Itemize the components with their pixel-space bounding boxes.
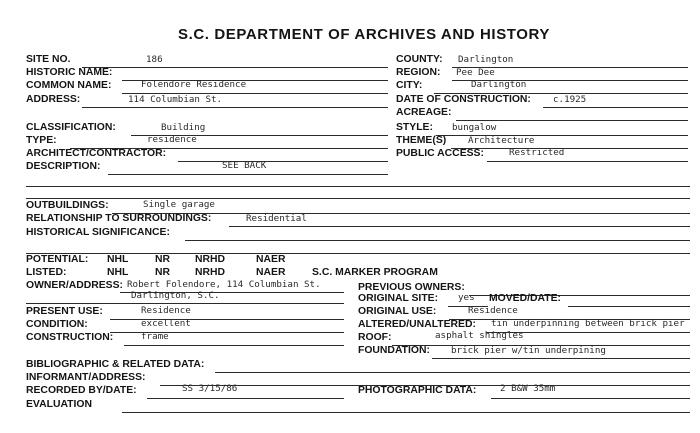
outbuildings-label: OUTBUILDINGS: [26, 200, 109, 211]
recorded-by-value: SS 3/15/86 [182, 383, 238, 394]
form-title: S.C. DEPARTMENT OF ARCHIVES AND HISTORY [178, 26, 551, 43]
sc-marker-program: S.C. MARKER PROGRAM [312, 267, 438, 278]
listed-naer: NAER [256, 267, 286, 278]
public-access-label: PUBLIC ACCESS: [396, 148, 484, 159]
photographic-data-line [491, 398, 690, 399]
recorded-by-label: RECORDED BY/DATE: [26, 385, 137, 396]
construction-value: frame [141, 331, 169, 342]
photographic-data-value: 2 B&W 35mm [500, 383, 556, 394]
foundation-line [432, 358, 690, 359]
classification-value: Building [161, 122, 206, 133]
original-use-value: Residence [468, 305, 518, 316]
address-label: ADDRESS: [26, 94, 81, 105]
foundation-value: brick pier w/tin underpining [451, 345, 606, 356]
county-label: COUNTY: [396, 54, 443, 65]
construction-line [124, 345, 344, 346]
previous-owners-label: PREVIOUS OWNERS: [358, 282, 465, 293]
site-no-label: SITE NO. [26, 54, 71, 65]
photographic-data-label: PHOTOGRAPHIC DATA: [358, 385, 477, 396]
moved-date-line [568, 306, 690, 307]
city-value: Darlington [471, 79, 527, 90]
outbuildings-value: Single garage [143, 199, 215, 210]
historical-significance-line [185, 240, 690, 241]
type-value: residence [147, 134, 197, 145]
roof-value: asphalt shingles [435, 330, 524, 341]
foundation-label: FOUNDATION: [358, 345, 430, 356]
date-of-construction-line [543, 107, 688, 108]
present-use-label: PRESENT USE: [26, 306, 103, 317]
bibliographic-line [215, 372, 690, 373]
altered-label: ALTERED/UNALTERED: [358, 319, 476, 330]
relationship-value: Residential [246, 213, 307, 224]
common-name-value: Folendore Residence [141, 79, 247, 90]
owner-address-label: OWNER/ADDRESS: [26, 280, 123, 291]
listed-nhl: NHL [107, 267, 129, 278]
present-use-value: Residence [141, 305, 191, 316]
potential-nr: NR [155, 254, 171, 265]
potential-nhl: NHL [107, 254, 129, 265]
condition-label: CONDITION: [26, 319, 88, 330]
evaluation-label: EVALUATION [26, 399, 92, 410]
common-name-label: COMMON NAME: [26, 80, 112, 91]
description-line [108, 174, 388, 175]
public-access-value: Restricted [509, 147, 565, 158]
potential-naer: NAER [256, 254, 286, 265]
informant-label: INFORMANT/ADDRESS: [26, 372, 146, 383]
recorded-by-line [147, 398, 344, 399]
city-label: CITY: [396, 80, 423, 91]
listed-nrhd: NRHD [195, 267, 226, 278]
historic-name-label: HISTORIC NAME: [26, 67, 113, 78]
acreage-label: ACREAGE: [396, 107, 452, 118]
relationship-label: RELATIONSHIP TO SURROUNDINGS: [26, 213, 212, 224]
original-site-label: ORIGINAL SITE: [358, 293, 439, 304]
evaluation-line [122, 412, 690, 413]
address-line [82, 107, 388, 108]
acreage-line [456, 120, 688, 121]
type-label: TYPE: [26, 135, 57, 146]
address-value: 114 Columbian St. [128, 94, 223, 105]
region-label: REGION: [396, 67, 441, 78]
architect-label: ARCHITECT/CONTRACTOR: [26, 148, 167, 159]
classification-label: CLASSIFICATION: [26, 122, 116, 133]
description-continuation-line [26, 186, 690, 187]
style-label: STYLE: [396, 122, 433, 133]
description-label: DESCRIPTION: [26, 161, 101, 172]
listed-label: LISTED: [26, 267, 67, 278]
site-no-value: 186 [146, 54, 163, 65]
region-value: Pee Dee [456, 67, 495, 78]
relationship-line [229, 226, 690, 227]
architect-line [178, 161, 388, 162]
moved-date-label: MOVED/DATE: [489, 293, 561, 304]
date-of-construction-label: DATE OF CONSTRUCTION: [396, 94, 531, 105]
description-value: SEE BACK [222, 160, 267, 171]
county-value: Darlington [458, 54, 514, 65]
site-no-line [82, 67, 388, 68]
public-access-line [487, 161, 688, 162]
potential-label: POTENTIAL: [26, 254, 89, 265]
construction-label: CONSTRUCTION: [26, 332, 114, 343]
roof-label: ROOF: [358, 332, 392, 343]
owner-address-value-line2: Darlington, S.C. [131, 290, 220, 301]
historical-significance-label: HISTORICAL SIGNIFICANCE: [26, 227, 170, 238]
listed-nr: NR [155, 267, 171, 278]
style-value: bungalow [452, 122, 497, 133]
owner-address-value-line1: Robert Folendore, 114 Columbian St. [127, 279, 321, 290]
themes-value: Architecture [468, 135, 535, 146]
themes-line [451, 148, 688, 149]
original-site-value: yes [458, 292, 475, 303]
section-divider [26, 198, 690, 199]
altered-value: tin underpinning between brick pier [491, 318, 685, 329]
potential-nrhd: NRHD [195, 254, 226, 265]
owner-continuation-line [26, 303, 344, 304]
bibliographic-label: BIBLIOGRAPHIC & RELATED DATA: [26, 359, 205, 370]
original-use-label: ORIGINAL USE: [358, 306, 437, 317]
condition-value: excellent [141, 318, 191, 329]
themes-label: THEME(S) [396, 135, 447, 146]
date-of-construction-value: c.1925 [553, 94, 587, 105]
